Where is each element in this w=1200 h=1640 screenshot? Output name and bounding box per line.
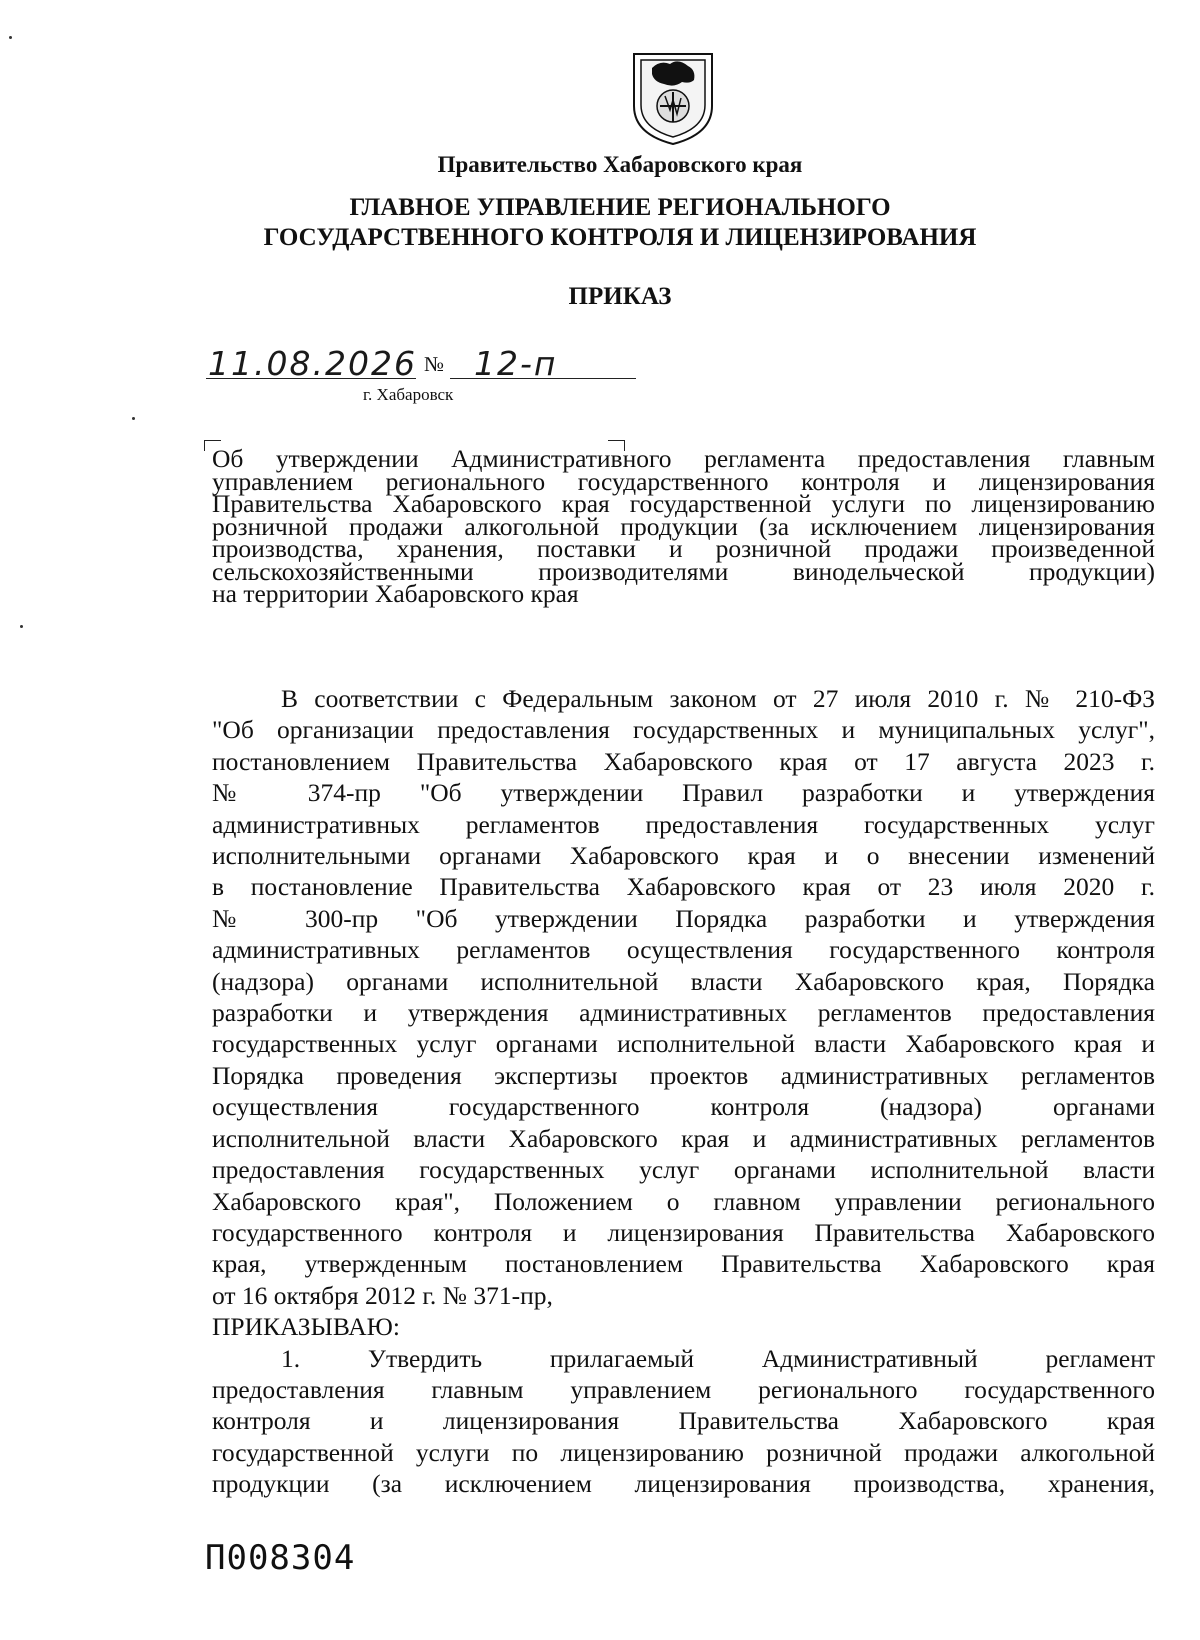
organization-name xyxy=(0,193,1200,253)
organization-name-line: ГЛАВНОЕ УПРАВЛЕНИЕ РЕГИОНАЛЬНОГО xyxy=(349,194,891,221)
body-line: от 16 октября 2012 г. № 371-пр, xyxy=(212,1280,553,1310)
government-name: Правительство Хабаровского края xyxy=(437,152,803,177)
body-line: предоставления государственных услуг органами исполнительной власти xyxy=(212,1155,1155,1185)
subject-line: производства, хранения, поставки и розничной продажи произведенной xyxy=(212,534,1155,563)
date-underline xyxy=(206,378,416,379)
subject-line: розничной продажи алкогольной продукции (за исключением лицензирования xyxy=(212,511,1155,541)
scan-speck xyxy=(132,417,135,420)
document-code: П008304 xyxy=(205,1538,356,1578)
date-number-line xyxy=(206,344,636,382)
body-line: исполнительной власти Хабаровского края и административных регламентов xyxy=(212,1123,1155,1153)
order-body xyxy=(212,683,1155,1500)
body-line: края, утвержденным постановлением Правительства Хабаровского края xyxy=(212,1249,1155,1279)
body-line: Порядка проведения экспертизы проектов административных регламентов xyxy=(212,1060,1155,1090)
subject-line: на территории Хабаровского края xyxy=(212,579,579,608)
item-line: предоставления главным управлением регионального государственного xyxy=(212,1374,1155,1404)
item-line: государственной услуги по лицензированию розничной продажи алкогольной xyxy=(212,1437,1155,1467)
body-line: государственных услуг органами исполнительной власти Хабаровского края и xyxy=(212,1029,1155,1059)
body-line: № 374-пр "Об утверждении Правил разработки и утверждения xyxy=(212,778,1155,808)
scan-speck xyxy=(20,625,23,628)
item-line: продукции (за исключением лицензирования производства, хранения, xyxy=(212,1469,1155,1499)
organization-name-line: ГОСУДАРСТВЕННОГО КОНТРОЛЯ И ЛИЦЕНЗИРОВАНИЯ xyxy=(263,224,977,251)
item-line: 1. Утвердить прилагаемый Административный регламент xyxy=(281,1343,1155,1373)
subject-line: управлением регионального государственного контроля и лицензирования xyxy=(212,466,1155,496)
body-line: "Об организации предоставления государственных и муниципальных услуг", xyxy=(212,715,1155,745)
handwritten-date: 11.08.2026 xyxy=(208,344,417,383)
body-line: разработки и утверждения административных регламентов предоставления xyxy=(212,998,1155,1028)
handwritten-number: 12-п xyxy=(474,344,558,383)
body-line: государственного контроля и лицензирования Правительства Хабаровского xyxy=(212,1217,1155,1247)
number-sign: № xyxy=(424,352,445,376)
body-line: административных регламентов предоставления государственных услуг xyxy=(212,809,1155,839)
item-line: контроля и лицензирования Правительства Хабаровского края xyxy=(212,1406,1155,1436)
body-line: № 300-пр "Об утверждении Порядка разработки и утверждения xyxy=(212,903,1155,933)
subject-line: Правительства Хабаровского края государственной услуги по лицензированию xyxy=(212,489,1155,518)
order-word: ПРИКАЗЫВАЮ: xyxy=(212,1312,400,1342)
scan-speck xyxy=(9,36,12,39)
document-type-title: ПРИКАЗ xyxy=(568,283,672,310)
number-underline xyxy=(450,378,636,379)
coat-of-arms-icon xyxy=(630,48,716,148)
body-line: Хабаровского края", Положением о главном управлении регионального xyxy=(212,1186,1155,1216)
body-line: В соответствии с Федеральным законом от 27 июля 2010 г. № 210-ФЗ xyxy=(281,684,1155,713)
body-line: осуществления государственного контроля (надзора) органами xyxy=(212,1092,1155,1122)
subject-line: Об утверждении Административного регламента предоставления главным xyxy=(212,444,1155,473)
body-line: постановлением Правительства Хабаровского края от 17 августа 2023 г. xyxy=(212,746,1155,776)
order-subject xyxy=(212,444,1155,608)
city-name: г. Хабаровск xyxy=(363,385,454,404)
body-line: исполнительными органами Хабаровского края и о внесении изменений xyxy=(212,841,1155,871)
body-line: административных регламентов осуществления государственного контроля xyxy=(212,935,1155,965)
body-line: (надзора) органами исполнительной власти Хабаровского края, Порядка xyxy=(212,966,1155,996)
subject-line: сельскохозяйственными производителями винодельческой продукции) xyxy=(212,556,1155,586)
body-line: в постановление Правительства Хабаровского края от 23 июля 2020 г. xyxy=(212,872,1155,902)
